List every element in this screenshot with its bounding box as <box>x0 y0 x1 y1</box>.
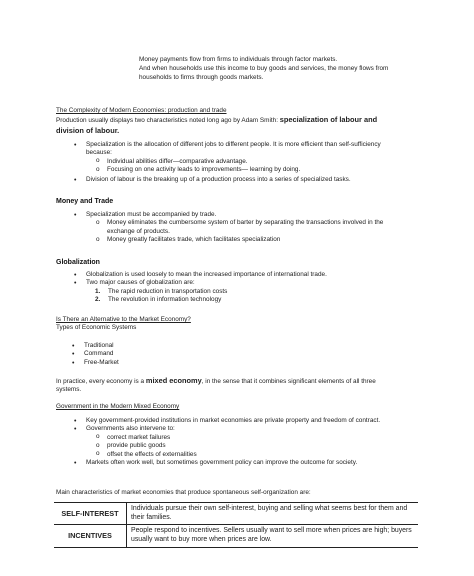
gov-sub-1-text: o correct market failures <box>107 433 171 441</box>
alt-section <box>56 316 436 333</box>
gov-sub-2 <box>107 442 446 450</box>
complexity-section <box>56 107 436 136</box>
money-bullet-1 <box>86 211 436 219</box>
glob-item-2 <box>95 296 436 304</box>
intro-paragraph <box>139 56 439 82</box>
complexity-sub-2 <box>107 166 436 174</box>
gov-bullet-1-text: • Key government-provided institutions in market economies are private property and freedom of contract. <box>86 417 381 424</box>
incentives-desc: People respond to incentives. Sellers usually want to sell more when prices are high; buyers usually want to buy more when prices are low. <box>127 525 419 547</box>
complexity-text <box>56 115 436 125</box>
alt-item-traditional-text: • Traditional <box>84 342 114 349</box>
glob-item-2-text: The revolution in information technology <box>108 296 222 304</box>
gov-bullet-3 <box>86 459 446 467</box>
alt-practice-text-1: In practice, every economy is a <box>56 378 145 385</box>
complexity-bullet-1-line-a: • Specialization is the allocation of different jobs to different people. It is more efficient than self-sufficiency <box>86 141 381 148</box>
alt-practice-line-2: systems. <box>56 386 82 394</box>
glob-item-1 <box>95 287 436 296</box>
gov-bullets <box>86 417 446 468</box>
complexity-sub-1 <box>107 158 436 166</box>
gov-sub-3-text: o offset the effects of externalities <box>107 450 197 458</box>
alt-item-traditional <box>84 342 284 350</box>
complexity-bullet-1 <box>86 141 436 158</box>
gov-bullet-2 <box>86 425 446 433</box>
gov-bullet-2-text: • Governments also intervene to: <box>86 425 175 433</box>
complexity-bullet-2 <box>86 176 436 184</box>
intro-line-3: households to firms through goods markets. <box>139 73 264 81</box>
alt-item-free-market-text: • Free-Market <box>84 358 119 366</box>
alt-practice-line-1 <box>56 376 436 386</box>
glob-title: Globalization <box>56 259 100 266</box>
alt-title: Is There an Alternative to the Market Economy? <box>56 316 191 323</box>
money-sub-1-line-a: o Money eliminates the cumbersome system of barter by separating the transactions involved in the <box>107 219 384 227</box>
glob-bullet-2-text: • Two major causes of globalization are: <box>86 279 195 287</box>
alt-item-command-text: • Command <box>84 350 114 358</box>
money-sub-2 <box>107 236 436 244</box>
self-interest-key: SELF-INTEREST <box>54 503 127 525</box>
money-sub-1-line-b: exchange of products. <box>107 227 170 235</box>
gov-sub-1 <box>107 434 446 442</box>
incentives-key: INCENTIVES <box>54 525 127 547</box>
gov-bullet-1 <box>86 417 446 425</box>
gov-sub-3 <box>107 451 446 459</box>
complexity-bullet-1-line-b: because: <box>86 149 112 157</box>
glob-bullet-1 <box>86 271 436 279</box>
complexity-title: The Complexity of Modern Economies: production and trade <box>56 107 227 114</box>
alt-subtitle: Types of Economic Systems <box>56 324 137 332</box>
money-title: Money and Trade <box>56 198 114 205</box>
characteristics-table <box>54 502 418 548</box>
main-chars-intro-wrap <box>56 489 436 497</box>
gov-title: Government in the Modern Mixed Economy <box>56 403 180 410</box>
main-chars-intro: Main characteristics of market economies that produce spontaneous self-organization are: <box>56 489 311 496</box>
alt-practice-text-2: , in the sense that it combines significant elements of all three <box>201 378 376 385</box>
complexity-bullets <box>86 141 436 184</box>
glob-bullet-2 <box>86 279 436 287</box>
money-bullet-1-text: • Specialization must be accompanied by trade. <box>86 211 217 218</box>
table-row <box>54 503 418 525</box>
alt-list <box>84 342 284 367</box>
glob-item-1-text: The rapid reduction in transportation costs <box>108 287 228 295</box>
complexity-text-bold-1: specialization of labour and <box>279 115 378 125</box>
intro-line-1: Money payments flow from firms to individuals through factor markets. <box>139 56 338 63</box>
complexity-sub-2-text: o Focusing on one activity leads to improvements— learning by doing. <box>107 166 301 174</box>
glob-item-1-number: 1. <box>95 287 101 295</box>
self-interest-desc: Individuals pursue their own self-interest, buying and selling what seems best for them and their families. <box>127 503 419 525</box>
complexity-bullet-2-text: • Division of labour is the breaking up of a production process into a series of specialized tasks. <box>86 175 351 183</box>
glob-item-2-number: 2. <box>95 296 101 304</box>
complexity-text-plain: Production usually displays two characteristics noted long ago by Adam Smith: <box>56 117 279 125</box>
alt-practice <box>56 376 436 395</box>
glob-bullet-1-text: • Globalization is used loosely to mean the increased importance of international trade. <box>86 271 327 278</box>
table-row <box>54 525 418 547</box>
glob-title-wrap <box>56 258 100 267</box>
complexity-text-bold-2: division of labour. <box>56 125 120 135</box>
money-bullets <box>86 211 436 245</box>
money-sub-1 <box>107 219 436 236</box>
gov-title-wrap <box>56 403 179 411</box>
gov-sub-2-text: o provide public goods <box>107 442 166 450</box>
alt-practice-bold: mixed economy <box>145 376 202 385</box>
alt-item-command <box>84 350 284 358</box>
glob-bullets <box>86 271 436 305</box>
gov-bullet-3-text: • Markets often work well, but sometimes government policy can improve the outcome for society. <box>86 459 358 467</box>
money-title-wrap <box>56 197 113 206</box>
complexity-sub-1-text: o Individual abilities differ—comparative advantage. <box>107 157 248 165</box>
money-sub-2-text: o Money greatly facilitates trade, which facilitates specialization <box>107 236 281 244</box>
intro-line-2: And when households use this income to buy goods and services, the money flows from <box>139 65 389 73</box>
alt-item-free-market <box>84 359 284 367</box>
